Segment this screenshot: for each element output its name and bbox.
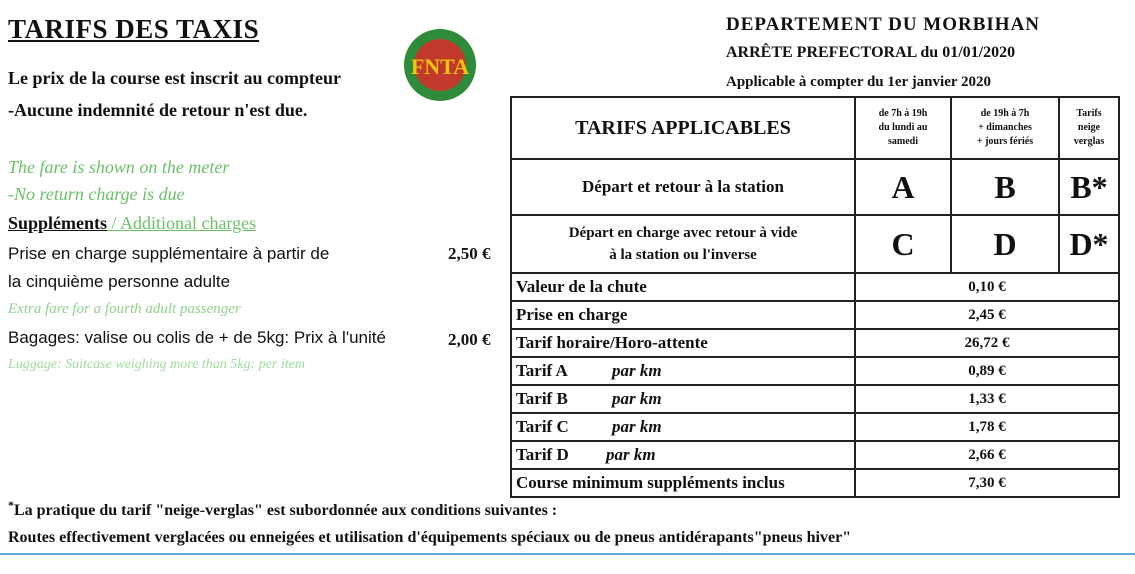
row-value: 2,45 € <box>855 301 1119 329</box>
snow-tariff-note <box>8 498 557 520</box>
extra-passenger-label-cont: la cinquième personne adulte <box>8 272 231 291</box>
row-value: 2,66 € <box>855 441 1119 469</box>
page-title: TARIFS DES TAXIS <box>8 14 260 44</box>
table-row-station <box>511 159 1119 215</box>
station-return-label: Départ et retour à la station <box>511 159 855 215</box>
col-header-night: de 19h à 7h + dimanches + jours fériés <box>951 97 1059 159</box>
table-row <box>511 441 1119 469</box>
supplements-heading-sep: / <box>107 213 121 233</box>
row-unit: par km <box>612 361 662 380</box>
table-title: TARIFS APPLICABLES <box>511 97 855 159</box>
meter-notice: Le prix de la course est inscrit au compteur <box>8 68 341 88</box>
table-row <box>511 357 1119 385</box>
row-value: 0,10 € <box>855 273 1119 301</box>
tariff-letter-d-star: D* <box>1059 215 1119 273</box>
row-label: Prise en charge <box>511 301 855 329</box>
extra-passenger-price: 2,50 € <box>448 244 491 263</box>
bottom-divider <box>0 553 1135 555</box>
tariff-letter-b: B <box>951 159 1059 215</box>
col-header-snow: Tarifs neige verglas <box>1059 97 1119 159</box>
table-row <box>511 413 1119 441</box>
row-value: 0,89 € <box>855 357 1119 385</box>
row-label: Tarif B par km <box>511 385 855 413</box>
meter-notice-en: The fare is shown on the meter <box>8 157 230 177</box>
table-row <box>511 329 1119 357</box>
row-value: 1,33 € <box>855 385 1119 413</box>
no-return-notice-en: -No return charge is due <box>8 184 185 204</box>
row-value: 1,78 € <box>855 413 1119 441</box>
department-title: DEPARTEMENT DU MORBIHAN <box>726 14 1041 35</box>
row-unit: par km <box>612 417 662 436</box>
table-row-charge <box>511 215 1119 273</box>
extra-passenger-label-en: Extra fare for a fourth adult passenger <box>8 301 241 317</box>
logo-text: FNTA <box>410 54 470 79</box>
luggage-price: 2,00 € <box>448 330 491 349</box>
row-label: Valeur de la chute <box>511 273 855 301</box>
tariff-table <box>510 96 1120 498</box>
no-return-notice: -Aucune indemnité de retour n'est due. <box>8 100 308 120</box>
table-row <box>511 469 1119 497</box>
row-label: Tarif C par km <box>511 413 855 441</box>
tariff-letter-d: D <box>951 215 1059 273</box>
effective-date: Applicable à compter du 1er janvier 2020 <box>726 74 991 90</box>
luggage-label: Bagages: valise ou colis de + de 5kg: Prix à l'unité <box>8 328 386 347</box>
tariff-letter-b-star: B* <box>1059 159 1119 215</box>
row-label: Course minimum suppléments inclus <box>511 469 855 497</box>
table-row <box>511 273 1119 301</box>
row-label: Tarif D par km <box>511 441 855 469</box>
luggage-label-en: Luggage: Suitcase weighing more than 5kg: per item <box>8 357 305 372</box>
tariff-letter-a: A <box>855 159 951 215</box>
footnote-star: * <box>8 498 14 512</box>
extra-passenger-label: Prise en charge supplémentaire à partir de <box>8 244 330 263</box>
table-row <box>511 301 1119 329</box>
tariff-letter-c: C <box>855 215 951 273</box>
row-value: 26,72 € <box>855 329 1119 357</box>
prefectoral-order: ARRÊTE PREFECTORAL du 01/01/2020 <box>726 44 1016 61</box>
row-label: Tarif A par km <box>511 357 855 385</box>
supplements-heading-fr: Suppléments <box>8 213 108 233</box>
supplements-heading <box>8 213 256 234</box>
charge-return-label: Départ en charge avec retour à vide à la station ou l'inverse <box>511 215 855 273</box>
row-unit: par km <box>606 445 656 464</box>
snow-tariff-note-text: La pratique du tarif "neige-verglas" est subordonnée aux conditions suivantes : <box>14 502 558 519</box>
table-header-row <box>511 97 1119 159</box>
row-label: Tarif horaire/Horo-attente <box>511 329 855 357</box>
supplements-heading-en: Additional charges <box>120 213 257 233</box>
row-unit: par km <box>612 389 662 408</box>
snow-tariff-conditions: Routes effectivement verglacées ou enneigées et utilisation d'équipements spéciaux ou de pneus antidérapants"pneus hiver" <box>8 529 852 546</box>
fnta-logo <box>403 28 477 102</box>
row-value: 7,30 € <box>855 469 1119 497</box>
table-row <box>511 385 1119 413</box>
col-header-day: de 7h à 19h du lundi au samedi <box>855 97 951 159</box>
